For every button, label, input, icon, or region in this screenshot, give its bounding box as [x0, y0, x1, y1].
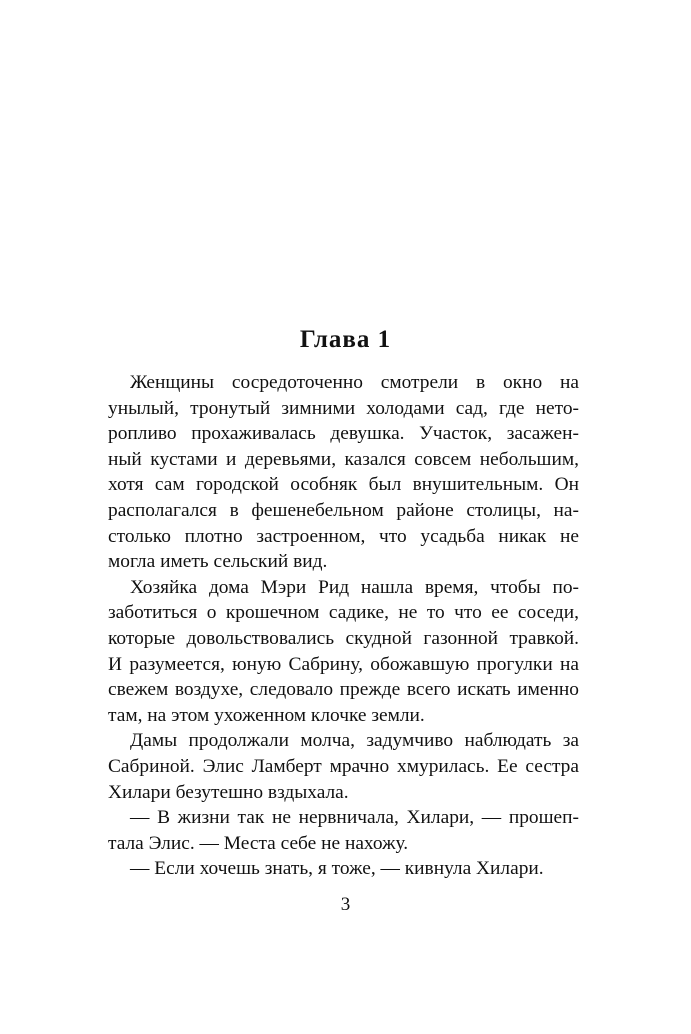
- dialogue-paragraph: [108, 805, 579, 856]
- text-line: Хилари безутешно вздыхала.: [108, 781, 349, 803]
- text-line: — В жизни так не нервничала, Хилари, — прошеп-: [130, 807, 579, 829]
- text-line: могла иметь сельский вид.: [108, 551, 328, 573]
- text-line: Женщины сосредоточенно смотрели в окно на: [130, 372, 579, 393]
- text-line: унылый, тронутый зимними холодами сад, где нето-: [108, 397, 579, 419]
- text-line: которые довольствовались скудной газонной травкой.: [108, 627, 579, 649]
- body-text: [108, 370, 579, 882]
- text-line: ный кустами и деревьями, казался совсем небольшим,: [108, 448, 579, 470]
- text-line: И разумеется, юную Сабрину, обожавшую прогулки на: [108, 653, 579, 675]
- text-line: свежем воздухе, следовало прежде всего искать именно: [108, 679, 579, 701]
- text-line: ропливо прохаживалась девушка. Участок, засажен-: [108, 423, 579, 445]
- text-line: — Если хочешь знать, я тоже, — кивнула Хилари.: [130, 858, 544, 880]
- text-line: Дамы продолжали молча, задумчиво наблюдать за: [130, 730, 579, 752]
- dialogue-paragraph: [108, 856, 579, 882]
- text-line: располагался в фешенебельном районе столицы, на-: [108, 499, 579, 521]
- paragraph: [108, 370, 579, 575]
- page-number: 3: [340, 894, 351, 915]
- paragraph: [108, 728, 579, 805]
- text-line: хотя сам городской особняк был внушительным. Он: [108, 474, 579, 496]
- chapter-title: Глава 1: [299, 326, 392, 353]
- paragraph: [108, 575, 579, 729]
- text-line: Хозяйка дома Мэри Рид нашла время, чтобы по-: [130, 576, 579, 598]
- text-line: там, на этом ухоженном клочке земли.: [108, 704, 425, 726]
- text-line: заботиться о крошечном садике, не то что ее соседи,: [108, 602, 579, 624]
- text-line: столько плотно застроенном, что усадьба никак не: [108, 525, 579, 547]
- text-line: Сабриной. Элис Ламберт мрачно хмурилась. Ее сестра: [108, 755, 579, 777]
- text-line: тала Элис. — Места себе не нахожу.: [108, 832, 409, 854]
